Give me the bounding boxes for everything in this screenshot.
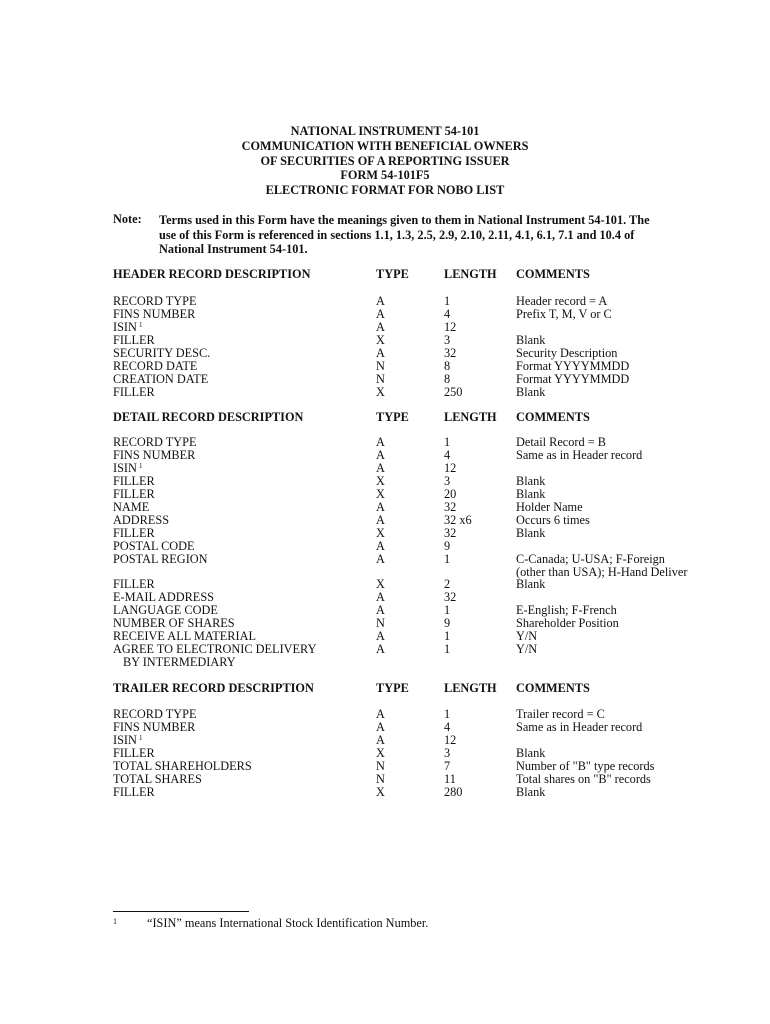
cell-field-name: ISIN	[113, 460, 137, 475]
cell-length: 12	[444, 460, 457, 475]
column-heading-type: TYPE	[376, 410, 409, 424]
table-row	[0, 553, 770, 566]
cell-comments: Blank	[516, 525, 546, 540]
cell-field-name: POSTAL REGION	[113, 551, 208, 566]
cell-type: N	[376, 758, 385, 773]
cell-type: A	[376, 512, 385, 527]
cell-type: A	[376, 294, 385, 308]
column-heading-comments: COMMENTS	[516, 267, 590, 281]
cell-field-name: FILLER	[113, 745, 155, 760]
column-heading-length: LENGTH	[444, 681, 497, 695]
cell-length: 1	[444, 603, 451, 618]
cell-field-name: ADDRESS	[113, 512, 170, 527]
footnote-divider	[113, 911, 249, 912]
cell-comments: Security Description	[516, 345, 618, 360]
cell-length: 32	[444, 525, 457, 540]
cell-field-name: TOTAL SHARES	[113, 771, 202, 786]
cell-comments: Y/N	[516, 642, 538, 657]
table-row	[0, 786, 770, 799]
table-row	[0, 773, 770, 786]
column-heading-field-name: DETAIL RECORD DESCRIPTION	[113, 410, 304, 424]
cell-type: A	[376, 719, 385, 734]
document-title	[0, 124, 770, 198]
column-heading-length: LENGTH	[444, 410, 497, 424]
title-line: ELECTRONIC FORMAT FOR NOBO LIST	[265, 183, 505, 198]
trailer-record-header	[0, 682, 770, 696]
cell-field-name: FILLER	[113, 473, 155, 488]
cell-length: 7	[444, 758, 451, 773]
title-line: COMMUNICATION WITH BENEFICIAL OWNERS	[241, 138, 529, 153]
cell-field-name: ISIN	[113, 319, 137, 334]
cell-length: 11	[444, 771, 456, 786]
cell-field-name: RECEIVE ALL MATERIAL	[113, 629, 256, 644]
cell-field-name: ISIN	[113, 732, 137, 747]
cell-field-name: FINS NUMBER	[113, 447, 196, 462]
cell-comments: Trailer record = C	[516, 707, 605, 721]
cell-length: 4	[444, 306, 451, 321]
cell-field-name: LANGUAGE CODE	[113, 603, 218, 618]
cell-field-name: E-MAIL ADDRESS	[113, 590, 214, 605]
cell-length: 12	[444, 732, 457, 747]
cell-type: X	[376, 384, 385, 399]
cell-type: X	[376, 332, 385, 347]
cell-type: X	[376, 525, 385, 540]
table-row	[0, 747, 770, 760]
cell-field-name: CREATION DATE	[113, 371, 209, 386]
title-line: FORM 54-101F5	[340, 168, 430, 183]
table-row	[0, 514, 770, 527]
cell-type: N	[376, 358, 385, 373]
cell-comments: Detail Record = B	[516, 435, 606, 449]
cell-comments: Blank	[516, 473, 546, 488]
cell-type: N	[376, 371, 385, 386]
column-heading-comments: COMMENTS	[516, 681, 590, 695]
cell-type: A	[376, 551, 385, 566]
table-row	[0, 643, 770, 656]
cell-comments: (other than USA); H-Hand Deliver	[516, 564, 688, 579]
column-heading-type: TYPE	[376, 681, 409, 695]
note-label: Note:	[113, 212, 142, 226]
cell-comments: Same as in Header record	[516, 719, 643, 734]
cell-type: N	[376, 771, 385, 786]
column-heading-type: TYPE	[376, 267, 409, 281]
cell-field-name: TOTAL SHAREHOLDERS	[113, 758, 252, 773]
cell-type: A	[376, 447, 385, 462]
cell-length: 4	[444, 719, 451, 734]
cell-type: N	[376, 616, 385, 631]
table-row: ISIN 1 A 12	[113, 732, 457, 747]
table-row	[0, 721, 770, 734]
table-row	[0, 527, 770, 540]
cell-length: 20	[444, 486, 457, 501]
cell-type: A	[376, 460, 385, 475]
cell-comments: Blank	[516, 577, 546, 592]
cell-length: 32	[444, 499, 457, 514]
cell-length: 1	[444, 629, 451, 644]
cell-field-name: RECORD TYPE	[113, 435, 197, 449]
cell-type: A	[376, 642, 385, 657]
cell-type: A	[376, 319, 385, 334]
cell-comments: Total shares on "B" records	[516, 771, 651, 786]
cell-length: 3	[444, 473, 451, 488]
cell-type: A	[376, 707, 385, 721]
table-row	[0, 501, 770, 514]
cell-type: X	[376, 473, 385, 488]
cell-type: A	[376, 732, 385, 747]
title-line: NATIONAL INSTRUMENT 54-101	[290, 124, 480, 138]
cell-type: A	[376, 603, 385, 618]
table-row	[0, 760, 770, 773]
cell-field-name: FILLER	[113, 486, 155, 501]
cell-type: X	[376, 784, 385, 799]
cell-type: A	[376, 629, 385, 644]
cell-field-name: FINS NUMBER	[113, 719, 196, 734]
cell-length: 8	[444, 358, 451, 373]
table-row	[0, 656, 770, 669]
cell-type: X	[376, 745, 385, 760]
column-heading-comments: COMMENTS	[516, 410, 590, 424]
table-row	[0, 475, 770, 488]
cell-field-name: FINS NUMBER	[113, 306, 196, 321]
table-row: ISIN 1 A 12	[113, 319, 457, 334]
cell-type: A	[376, 345, 385, 360]
cell-comments: Blank	[516, 332, 546, 347]
cell-length: 3	[444, 332, 451, 347]
cell-type: A	[376, 306, 385, 321]
cell-length: 32	[444, 345, 457, 360]
cell-comments: E-English; F-French	[516, 603, 617, 618]
cell-type: X	[376, 577, 385, 592]
column-heading-field-name: HEADER RECORD DESCRIPTION	[113, 267, 311, 281]
cell-length: 4	[444, 447, 451, 462]
cell-comments: Blank	[516, 384, 546, 399]
cell-field-name: FILLER	[113, 784, 155, 799]
table-row	[0, 360, 770, 373]
table-row: ISIN 1 A 12	[113, 460, 457, 475]
cell-comments: Prefix T, M, V or C	[516, 306, 612, 321]
cell-field-name: POSTAL CODE	[113, 538, 195, 553]
footnote-marker: 1	[113, 917, 117, 926]
cell-type: A	[376, 590, 385, 605]
cell-length: 280	[444, 784, 463, 799]
cell-field-name: AGREE TO ELECTRONIC DELIVERY	[113, 642, 317, 657]
cell-length: 1	[444, 551, 451, 566]
cell-length: 9	[444, 616, 451, 631]
cell-type: A	[376, 538, 385, 553]
table-row	[0, 449, 770, 462]
cell-comments: Blank	[516, 784, 546, 799]
cell-comments: Y/N	[516, 629, 538, 644]
cell-comments: Blank	[516, 486, 546, 501]
cell-field-name: NUMBER OF SHARES	[113, 616, 235, 631]
cell-length: 12	[444, 319, 457, 334]
column-heading-length: LENGTH	[444, 267, 497, 281]
cell-type: A	[376, 499, 385, 514]
cell-length: 250	[444, 384, 463, 399]
cell-comments: Header record = A	[516, 294, 608, 308]
cell-field-name: BY INTERMEDIARY	[123, 655, 236, 670]
cell-comments: Holder Name	[516, 499, 583, 514]
cell-length: 1	[444, 707, 451, 721]
table-row	[0, 334, 770, 347]
cell-field-name: FILLER	[113, 384, 155, 399]
cell-length: 3	[444, 745, 451, 760]
cell-comments: Number of "B" type records	[516, 758, 655, 773]
cell-comments: Occurs 6 times	[516, 512, 590, 527]
title-line: OF SECURITIES OF A REPORTING ISSUER	[260, 153, 510, 168]
cell-field-name: RECORD TYPE	[113, 294, 197, 308]
cell-comments: C-Canada; U-USA; F-Foreign	[516, 551, 665, 566]
cell-length: 32	[444, 590, 457, 605]
footnote-text: “ISIN” means International Stock Identification Number.	[147, 916, 429, 930]
header-record-header	[0, 268, 770, 282]
cell-length: 2	[444, 577, 451, 592]
cell-field-name: FILLER	[113, 577, 155, 592]
cell-field-name: FILLER	[113, 332, 155, 347]
cell-length: 1	[444, 435, 451, 449]
cell-comments: Same as in Header record	[516, 447, 643, 462]
cell-comments: Shareholder Position	[516, 616, 619, 631]
cell-comments: Format YYYYMMDD	[516, 371, 630, 386]
table-row	[0, 347, 770, 360]
note-text: Terms used in this Form have the meanings given to them in National Instrument 54-101. The use of this Form is referenced in sections 1.1, 1.3, 2.5, 2.9, 2.10, 2.11, 4.1, 6.1, 7.1 and 10.4 of National Instrument 54-101.	[159, 213, 650, 256]
cell-field-name: RECORD DATE	[113, 358, 198, 373]
table-row	[0, 540, 770, 553]
cell-length: 9	[444, 538, 451, 553]
table-row	[0, 308, 770, 321]
cell-type: X	[376, 486, 385, 501]
column-heading-field-name: TRAILER RECORD DESCRIPTION	[113, 681, 314, 695]
cell-length: 1	[444, 642, 451, 657]
cell-field-name: SECURITY DESC.	[113, 345, 211, 360]
cell-length: 1	[444, 294, 451, 308]
table-row	[0, 488, 770, 501]
table-row	[0, 373, 770, 386]
cell-comments: Format YYYYMMDD	[516, 358, 630, 373]
table-row	[0, 386, 770, 399]
cell-length: 32 x6	[444, 512, 472, 527]
cell-field-name: RECORD TYPE	[113, 707, 197, 721]
cell-comments: Blank	[516, 745, 546, 760]
cell-field-name: NAME	[113, 499, 150, 514]
cell-length: 8	[444, 371, 451, 386]
detail-record-header	[0, 411, 770, 425]
cell-field-name: FILLER	[113, 525, 155, 540]
cell-type: A	[376, 435, 385, 449]
